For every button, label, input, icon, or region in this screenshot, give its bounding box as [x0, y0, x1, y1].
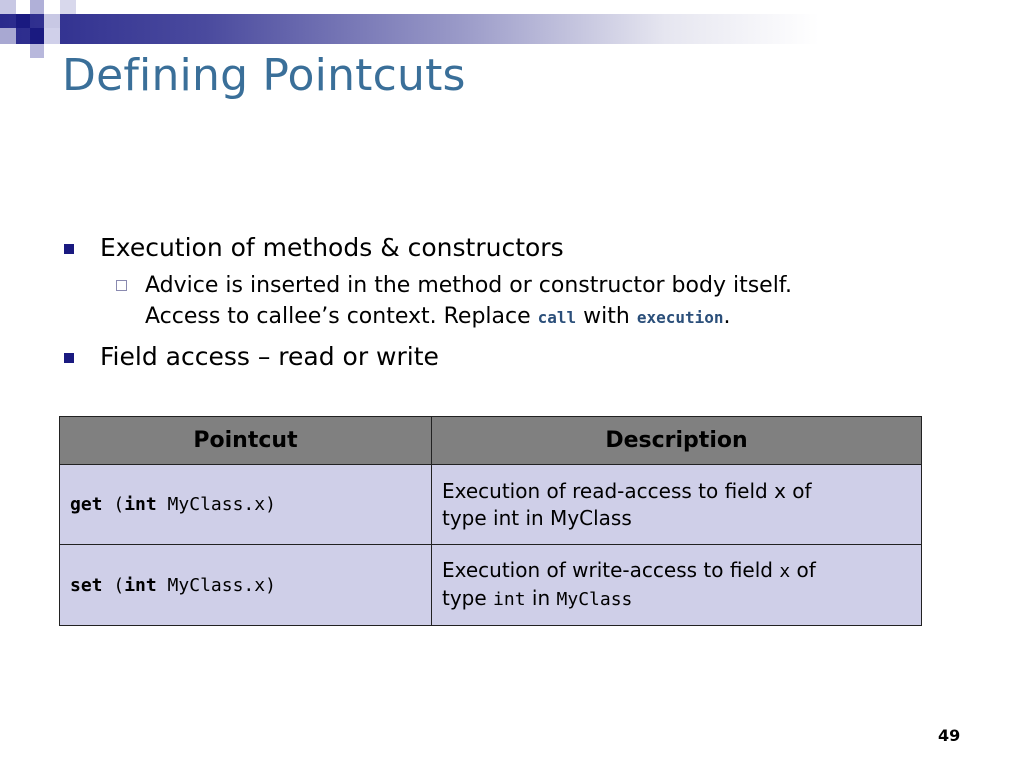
sub-bullet-with: with [576, 304, 637, 329]
type-int: int [124, 574, 157, 596]
slide-title: Defining Pointcuts [62, 50, 466, 101]
description-cell [432, 465, 922, 545]
bullet-execution [62, 228, 962, 268]
desc-line: Execution of read-access to field x of [442, 478, 812, 503]
sub-bullet-advice [62, 270, 962, 333]
sub-bullet-period: . [723, 304, 731, 329]
keyword-set: set [70, 574, 103, 596]
bullet-text: Field access – read or write [100, 342, 439, 371]
bullet-text: Execution of methods & constructors [100, 233, 564, 262]
field-ref: MyClass.x) [156, 574, 276, 596]
square-bullet-icon [64, 244, 74, 254]
pointcut-cell [60, 545, 432, 626]
paren: ( [102, 574, 125, 596]
field-ref: MyClass.x) [156, 494, 276, 515]
desc-text: of [790, 558, 816, 582]
sub-bullet-line2-prefix: Access to callee’s context. Replace [145, 304, 538, 329]
table-header-row [60, 417, 922, 465]
bullet-field-access [62, 337, 962, 377]
header-pointcut: Pointcut [60, 417, 432, 465]
square-bullet-icon [64, 353, 74, 363]
desc-line: type int in MyClass [442, 505, 632, 530]
sub-bullet-line1: Advice is inserted in the method or constructor body itself. [145, 273, 792, 298]
header-description: Description [432, 417, 922, 465]
bullet-list [62, 228, 962, 377]
page-number: 49 [938, 726, 961, 745]
hollow-square-bullet-icon [116, 280, 127, 291]
desc-code-myclass: MyClass [556, 589, 633, 610]
desc-code-x: x [779, 561, 791, 582]
code-call: call [537, 308, 577, 327]
description-cell [432, 545, 922, 626]
keyword-get: get [70, 494, 103, 515]
table-row [60, 465, 922, 545]
code-execution: execution [636, 308, 724, 327]
paren: ( [102, 494, 125, 515]
desc-code-int: int [493, 589, 526, 610]
table-row [60, 545, 922, 626]
pointcut-table [59, 416, 922, 626]
desc-text: in [525, 586, 557, 610]
type-int: int [124, 494, 157, 515]
pointcut-cell [60, 465, 432, 545]
desc-text: Execution of write-access to field [442, 558, 780, 582]
header-band [0, 14, 1024, 44]
desc-text: type [442, 586, 494, 610]
